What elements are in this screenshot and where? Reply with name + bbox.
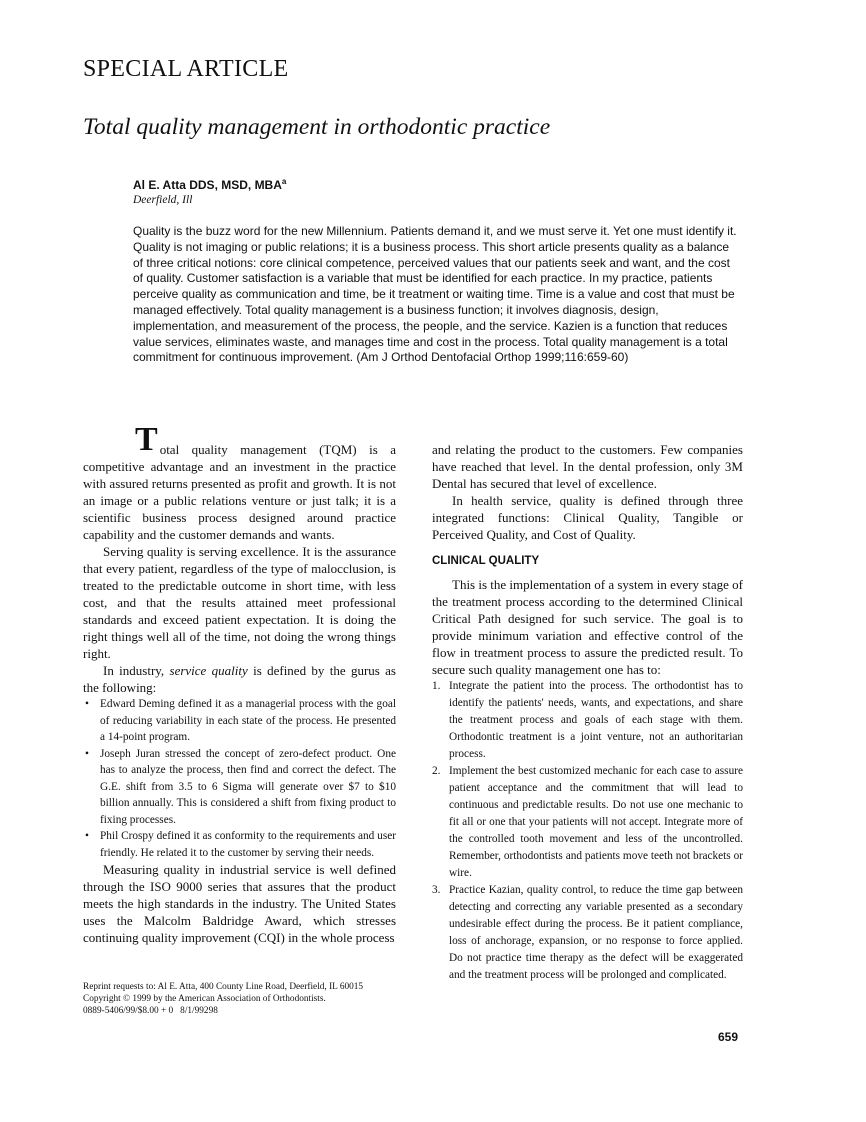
- copyright: Copyright © 1999 by the American Association of Orthodontists.: [83, 994, 326, 1004]
- section-heading: CLINICAL QUALITY: [432, 555, 540, 567]
- section-label: SPECIAL ARTICLE: [83, 56, 289, 82]
- article-code: 0889-5406/99/$8.00 + 0 8/1/99298: [83, 1006, 218, 1016]
- list-item: • Joseph Juran stressed the concept of zero-defect product. One has to analyze the process, then find and correct the defect. The G.E. shift from 3.5 to 6 Sigma will generate over $7 to $10 billion annually. This is considered a shift from fixing product to fixing processes.: [83, 746, 396, 829]
- paragraph: In health service, quality is defined through three integrated functions: Clinical Quality, Tangible or Perceived Quality, and Cost of Quality.: [432, 493, 743, 542]
- paragraph: otal quality management (TQM) is a competitive advantage and an investment in the practice with assured returns presented as profit and growth. It is not an image or a public relations venture or just talk; it is a scientific business process designed around practice capability and the customer demands and wants.: [83, 442, 396, 542]
- paragraph: Measuring quality in industrial service is well defined through the ISO 9000 series that assures that the product meets the high standards in the industry. The United States uses the Malcolm Baldridge Award, which stresses continuing quality improvement (CQI) in the whole process: [83, 862, 396, 945]
- left-column: [83, 421, 396, 946]
- author-line: [133, 177, 286, 192]
- numbered-list: [432, 678, 743, 984]
- reprint-info: Reprint requests to: Al E. Atta, 400 County Line Road, Deerfield, IL 60015: [83, 982, 364, 992]
- emphasis: service quality: [169, 663, 248, 678]
- list-item: • Phil Crospy defined it as conformity to the requirements and user friendly. He related it to the customer by serving their needs.: [83, 828, 396, 861]
- item-text: Practice Kazian, quality control, to reduce the time gap between detecting and correcting any variable presented as a secondary undesirable effect during the process. Be it patient compliance, loss of anchorage, expansion, or no response to force applied. Do not practice time therapy as the defect will be exaggerated and the treatment process will be prolonged and complicated.: [449, 884, 743, 981]
- list-item: • Edward Deming defined it as a managerial process with the goal of reducing variability in each state of the process. He presented a 14-point program.: [83, 696, 396, 746]
- guru-list: [83, 696, 396, 861]
- affiliation: Deerfield, Ill: [133, 194, 193, 206]
- item-number: 1.: [432, 680, 441, 692]
- article-title: Total quality management in orthodontic practice: [83, 114, 551, 140]
- item-number: 3.: [432, 884, 441, 896]
- right-column: [432, 441, 743, 984]
- paragraph: [83, 662, 396, 696]
- text: In industry,: [103, 663, 170, 678]
- paragraph: Serving quality is serving excellence. It is the assurance that every patient, regardless of the type of malocclusion, is treated to the predictable outcome in short time, with less cost, and that the results attained meet professional standards and exceed patient expectation. It is doing the right things well all of the time, not doing the wrong things right.: [83, 544, 396, 661]
- list-item: [432, 763, 743, 882]
- drop-cap: T: [135, 421, 158, 458]
- footnote: [83, 981, 363, 1017]
- list-item: [432, 882, 743, 984]
- paragraph: and relating the product to the customers. Few companies have reached that level. In the dental profession, only 3M Dental has secured that level of excellence.: [432, 442, 743, 491]
- author-footnote-marker: a: [281, 177, 287, 186]
- paragraph: This is the implementation of a system in every stage of the treatment process according to the determined Clinical Critical Path designed for such service. The goal is to provide minimum variation and effective control of the flow in treatment process to assure the predicted result. To secure such quality management one has to:: [432, 577, 743, 677]
- author-name: Al E. Atta DDS, MSD, MBA: [133, 178, 282, 192]
- page-number: 659: [718, 1030, 739, 1044]
- item-number: 2.: [432, 765, 441, 777]
- text: is defined by the gurus as the following:: [83, 663, 396, 695]
- item-text: Integrate the patient into the process. The orthodontist has to identify the patients' needs, wants, and expectations, and share the treatment process and goals of each stage with them. Orthodontic treatment is a joint venture, not an authoritarian process.: [449, 680, 743, 760]
- abstract: Quality is the buzz word for the new Millennium. Patients demand it, and we must serve it. Yet one must identify it. Quality is not imaging or public relations; it is a business process. This short article presents quality as a balance of three critical notions: core clinical competence, perceived values that our patients seek and want, and the cost of quality. Customer satisfaction is a variable that must be identified for each practice. In my practice, patients perceive quality as communication and time, be it treatment or waiting time. Time is a value and cost that must be managed effectively. Total quality management is a business function; it involves diagnosis, design, implementation, and measurement of the process, the people, and the service. Kazien is a function that reduces value services, eliminates waste, and manages time and cost in the process. Total quality management is a total commitment for continuous improvement. (Am J Orthod Dentofacial Orthop 1999;116:659-60): [133, 224, 737, 365]
- item-text: Implement the best customized mechanic for each case to assure patient acceptance and the commitment that will lead to continuous and predictable results. Do not use one mechanic to fit all or one that your patients will not accept. Integrate more of the controlled tooth movement and less of the uncontrolled. Remember, orthodontists and patients move teeth not brackets or wire.: [449, 765, 743, 879]
- list-item: [432, 678, 743, 763]
